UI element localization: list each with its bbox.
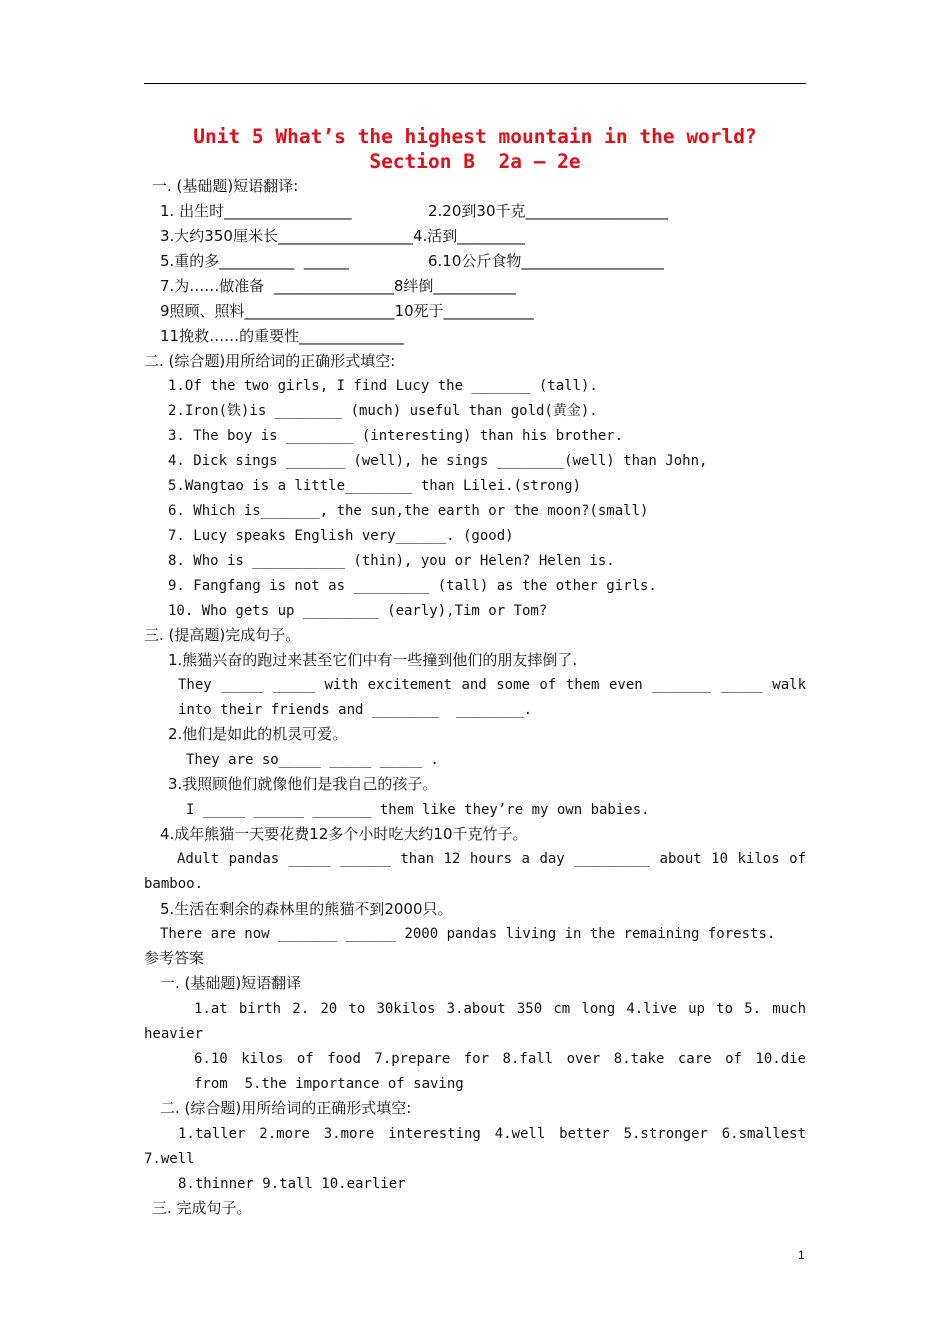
part3-q4-english-line2: bamboo. — [144, 876, 204, 892]
page-number: 1 — [798, 1248, 805, 1262]
part1-item-6: 6.10公斤食物___________________ — [428, 252, 664, 270]
part1-item-7-8: 7.为……做准备 ________________8绊倒___________ — [160, 277, 516, 295]
part3-q2-english: They are so_____ _____ _____ . — [186, 752, 439, 768]
part1-item-1: 1. 出生时_________________ — [160, 202, 352, 220]
answers-part2-heading: 二. (综合题)用所给词的正确形式填空: — [160, 1099, 412, 1117]
answers-part3-heading: 三. 完成句子。 — [152, 1199, 252, 1217]
part3-q4-english-line1: Adult pandas _____ ______ than 12 hours a day _________ about 10 kilos of — [177, 851, 806, 867]
part3-q3-chinese: 3.我照顾他们就像他们是我自己的孩子。 — [168, 775, 438, 793]
part3-q5-english: There are now _______ ______ 2000 pandas living in the remaining forests. — [160, 926, 776, 942]
part1-item-11: 11挽救……的重要性______________ — [160, 327, 405, 345]
unit-title: Unit 5 What’s the highest mountain in the world? — [193, 125, 757, 148]
answers-part2-line2: 7.well — [144, 1151, 195, 1167]
part1-item-5: 5.重的多__________ ______ — [160, 252, 349, 270]
answers-heading: 参考答案 — [144, 949, 205, 967]
part1-item-2: 2.20到30千克___________________ — [428, 202, 668, 220]
part2-heading: 二. (综合题)用所给词的正确形式填空: — [144, 352, 396, 370]
part2-q4: 4. Dick sings _______ (well), he sings ________(well) than John, — [168, 453, 708, 469]
answers-part1-line2: heavier — [144, 1026, 204, 1042]
part2-q2: 2.Iron(铁)is ________ (much) useful than gold(黄金). — [168, 403, 598, 419]
part2-q5: 5.Wangtao is a little________ than Lilei.(strong) — [168, 478, 582, 494]
part2-q1: 1.Of the two girls, I find Lucy the _______ (tall). — [168, 378, 598, 394]
part2-q9: 9. Fangfang is not as _________ (tall) as the other girls. — [168, 578, 657, 594]
part2-q3: 3. The boy is ________ (interesting) than his brother. — [168, 428, 624, 444]
part2-q8: 8. Who is ___________ (thin), you or Helen? Helen is. — [168, 553, 615, 569]
part1-heading: 一. (基础题)短语翻译: — [152, 177, 299, 195]
part2-q6: 6. Which is_______, the sun,the earth or the moon?(small) — [168, 503, 649, 519]
part3-q5-chinese: 5.生活在剩余的森林里的熊猫不到2000只。 — [160, 900, 453, 918]
header-rule — [144, 83, 806, 84]
answers-part1-line4: from 5.the importance of saving — [194, 1076, 464, 1092]
part3-q3-english: I _____ ______ _______ them like they’re my own babies. — [186, 802, 650, 818]
answers-part1-heading: 一. (基础题)短语翻译 — [160, 974, 302, 992]
answers-part1-line3: 6.10 kilos of food 7.prepare for 8.fall over 8.take care of 10.die — [194, 1051, 806, 1067]
part3-q4-chinese: 4.成年熊猫一天要花费12多个小时吃大约10千克竹子。 — [160, 825, 528, 843]
section-title: Section B 2a – 2e — [369, 150, 581, 173]
part3-q1-chinese: 1.熊猫兴奋的跑过来甚至它们中有一些撞到他们的朋友摔倒了. — [168, 651, 578, 669]
part1-item-9-10: 9照顾、照料____________________10死于____________ — [160, 302, 534, 320]
answers-part1-line1: 1.at birth 2. 20 to 30kilos 3.about 350 cm long 4.live up to 5. much — [194, 1001, 806, 1017]
part2-q7: 7. Lucy speaks English very______. (good) — [168, 528, 514, 544]
answers-part2-line1: 1.taller 2.more 3.more interesting 4.well better 5.stronger 6.smallest — [178, 1126, 806, 1142]
part3-q1-english-line2: into their friends and ________ ________. — [178, 702, 533, 718]
answers-part2-line3: 8.thinner 9.tall 10.earlier — [178, 1176, 406, 1192]
part3-heading: 三. (提高题)完成句子。 — [144, 626, 301, 644]
part1-item-3-4: 3.大约350厘米长__________________4.活到_________ — [160, 227, 525, 245]
part3-q1-english-line1: They _____ _____ with excitement and some of them even _______ _____ walk — [178, 677, 806, 693]
part2-q10: 10. Who gets up _________ (early),Tim or Tom? — [168, 603, 548, 619]
part3-q2-chinese: 2.他们是如此的机灵可爱。 — [168, 725, 348, 743]
